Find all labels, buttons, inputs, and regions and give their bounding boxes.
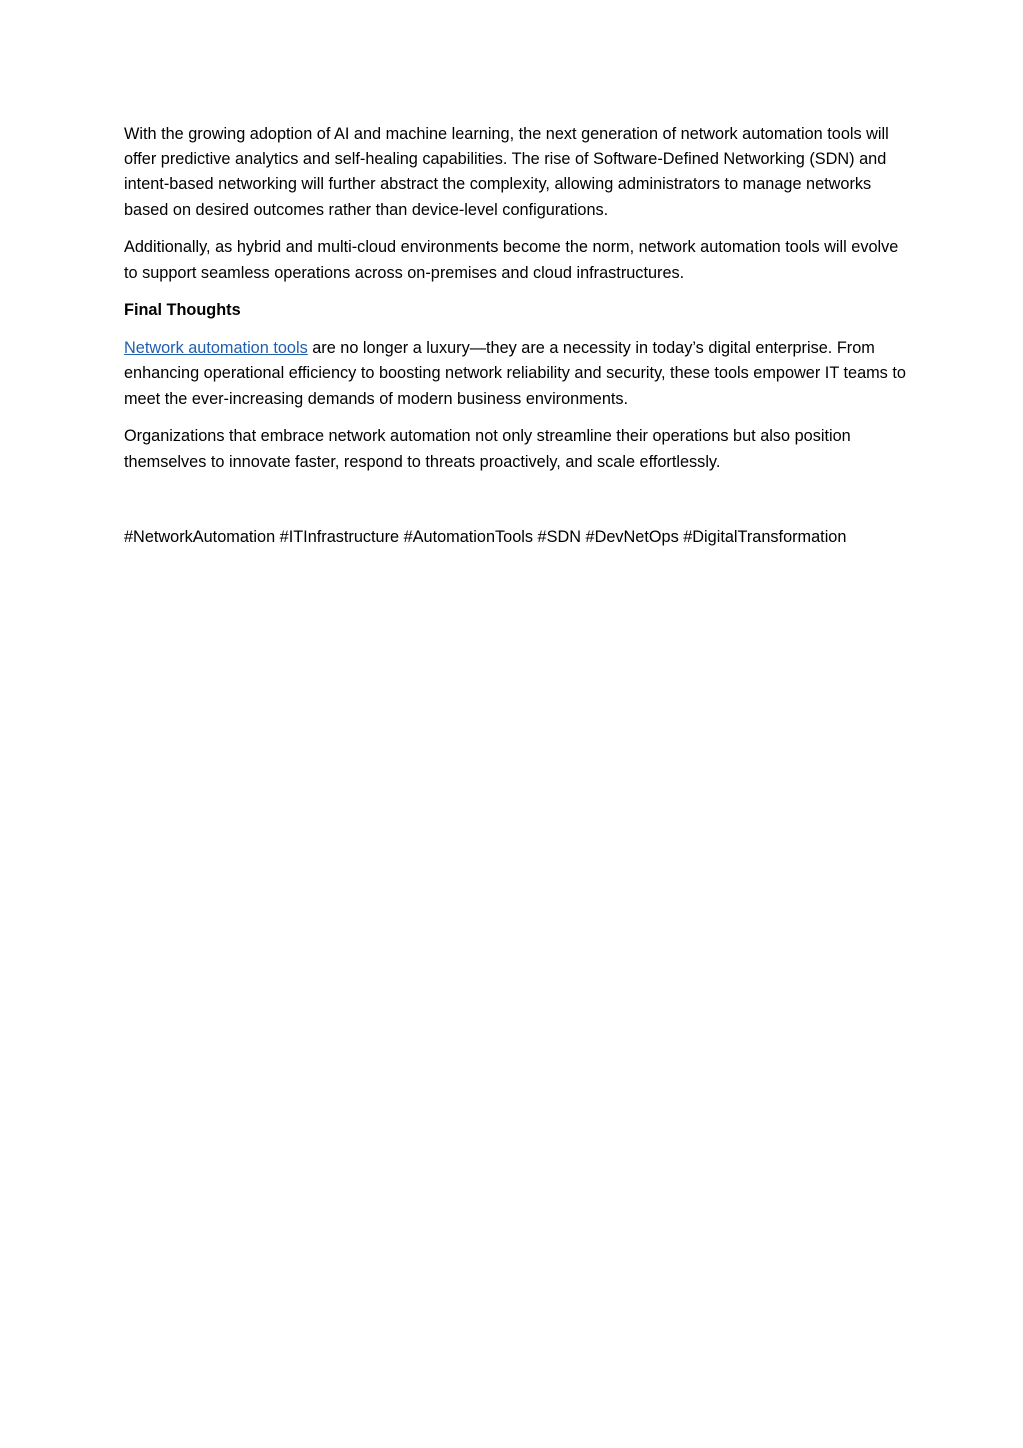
paragraph-organizations: Organizations that embrace network automation not only streamline their operations but also position themselves to innovate faster, respond to threats proactively, and scale effortlessly. <box>124 427 851 471</box>
hashtags-line: #NetworkAutomation #ITInfrastructure #AutomationTools #SDN #DevNetOps #DigitalTransformation <box>124 527 847 546</box>
document-page <box>124 122 914 563</box>
paragraph-final-thoughts-text: are no longer a luxury—they are a necessity in today’s digital enterprise. From enhancing operational efficiency to boosting network reliability and security, these tools empower IT teams to meet the ever-increasing demands of modern business environments. <box>124 339 906 408</box>
paragraph-hybrid-cloud: Additionally, as hybrid and multi-cloud environments become the norm, network automation tools will evolve to support seamless operations across on-premises and cloud infrastructures. <box>124 238 899 282</box>
network-automation-tools-link[interactable]: Network automation tools <box>124 339 308 358</box>
paragraph-final-thoughts <box>124 336 914 412</box>
heading-final-thoughts: Final Thoughts <box>124 301 241 320</box>
paragraph-future-automation: With the growing adoption of AI and machine learning, the next generation of network automation tools will offer predictive analytics and self-healing capabilities. The rise of Software-Defined Networking (SDN) and intent-based networking will further abstract the complexity, allowing administrators to manage networks based on desired outcomes rather than device-level configurations. <box>124 125 889 219</box>
